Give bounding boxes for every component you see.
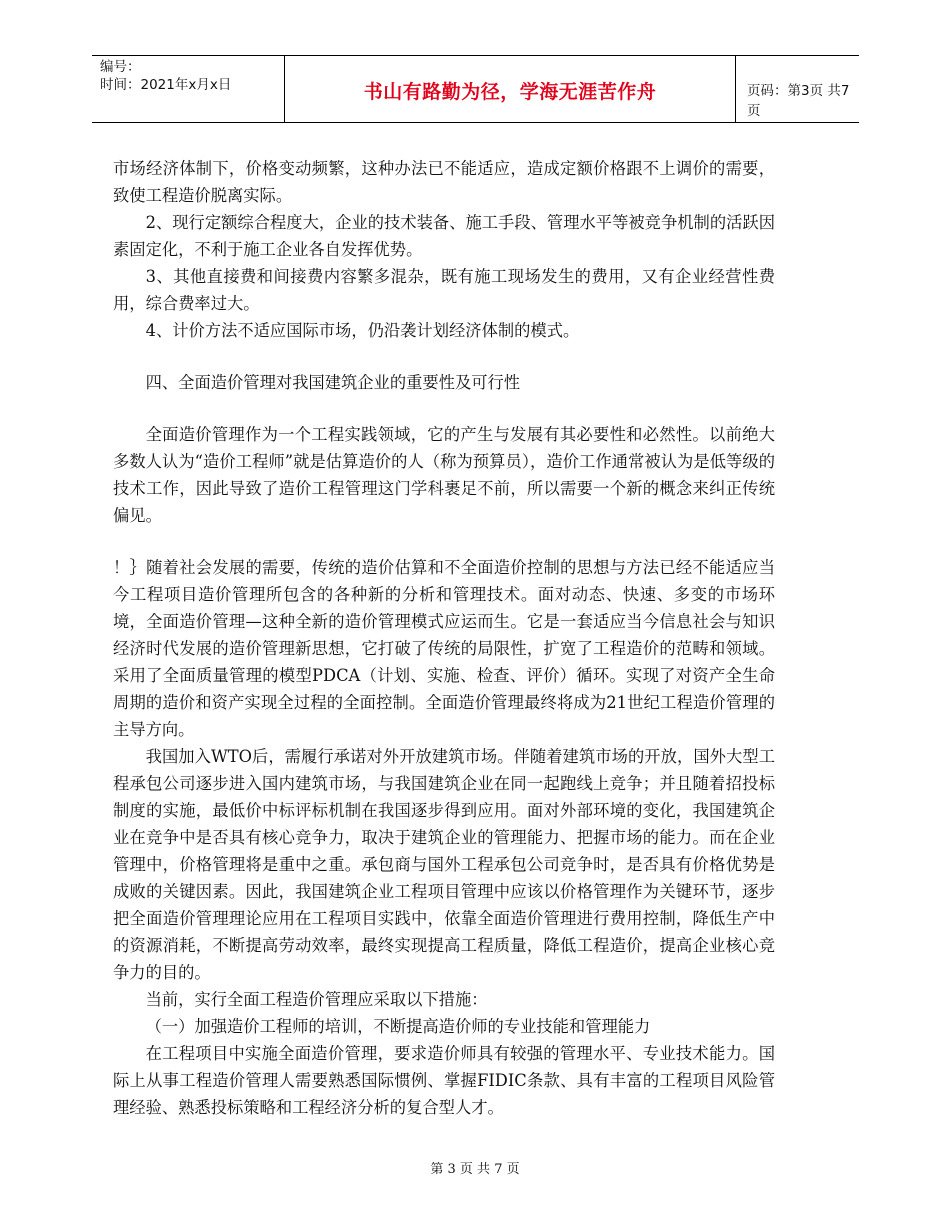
list-item-3: 3、其他直接费和间接费内容繁多混杂，既有施工现场发生的费用，又有企业经营性费用，综合费率过大。 [113, 267, 775, 313]
paragraph: 全面造价管理作为一个工程实践领域，它的产生与发展有其必要性和必然性。以前绝大多数人认为“造价工程师”就是估算造价的人（称为预算员），造价工作通常被认为是低等级的技术工作，因此导致了造价工程管理这门学科裹足不前，所以需要一个新的概念来纠正传统偏见。 [113, 425, 775, 525]
paragraph-continuation: 市场经济体制下，价格变动频繁，这种办法已不能适应，造成定额价格跟不上调价的需要，致使工程造价脱离实际。 [113, 159, 775, 205]
document-body [113, 155, 775, 1121]
paragraph: ！｝随着社会发展的需要，传统的造价估算和不全面造价控制的思想与方法已经不能适应当今工程项目造价管理所包含的各种新的分析和管理技术。面对动态、快速、多变的市场环境，全面造价管理—这种全新的造价管理模式应运而生。它是一套适应当今信息社会与知识经济时代发展的造价管理新思想，它打破了传统的局限性，扩宽了工程造价的范畴和领域。采用了全面质量管理的模型PDCA（计划、实施、检查、评价）循环。实现了对资产全生命周期的造价和资产实现全过程的全面控制。全面造价管理最终将成为21世纪工程造价管理的主导方向。 [113, 558, 775, 739]
list-item-2: 2、现行定额综合程度大，企业的技术装备、施工手段、管理水平等被竞争机制的活跃因素固定化，不利于施工企业各自发挥优势。 [113, 213, 775, 259]
list-item-4: 4、计价方法不适应国际市场，仍沿袭计划经济体制的模式。 [145, 321, 580, 340]
document-number-label: 编号： [100, 59, 141, 75]
page-header [92, 55, 859, 123]
paragraph: 当前，实行全面工程造价管理应采取以下措施： [145, 990, 488, 1009]
document-time: 时间：2021年x月x日 [100, 77, 232, 93]
header-meta [100, 58, 284, 94]
header-motto: 书山有路勤为径，学海无涯苦作舟 [363, 81, 657, 103]
paragraph: 在工程项目中实施全面造价管理，要求造价师具有较强的管理水平、专业技术能力。国际上从事工程造价管理人需要熟悉国际惯例、掌握FIDIC条款、具有丰富的工程项目风险管理经验、熟悉投标策略和工程经济分析的复合型人才。 [113, 1044, 775, 1117]
header-page-info: 页码：第3页 共7页 [747, 83, 850, 119]
page-footer: 第 3 页 共 7 页 [430, 1162, 520, 1177]
subheading: （一）加强造价工程师的培训，不断提高造价师的专业技能和管理能力 [145, 1017, 651, 1036]
paragraph: 我国加入WTO后，需履行承诺对外开放建筑市场。伴随着建筑市场的开放，国外大型工程承包公司逐步进入国内建筑市场，与我国建筑企业在同一起跑线上竞争；并且随着招投标制度的实施，最低价中标评标机制在我国逐步得到应用。面对外部环境的变化，我国建筑企业在竞争中是否具有核心竞争力，取决于建筑企业的管理能力、把握市场的能力。而在企业管理中，价格管理将是重中之重。承包商与国外工程承包公司竞争时，是否具有价格优势是成败的关键因素。因此，我国建筑企业工程项目管理中应该以价格管理作为关键环节，逐步把全面造价管理理论应用在工程项目实践中，依靠全面造价管理进行费用控制，降低生产中的资源消耗，不断提高劳动效率，最终实现提高工程质量，降低工程造价，提高企业核心竞争力的目的。 [113, 747, 775, 982]
header-motto-box [284, 56, 736, 122]
section-heading: 四、全面造价管理对我国建筑企业的重要性及可行性 [145, 373, 521, 392]
